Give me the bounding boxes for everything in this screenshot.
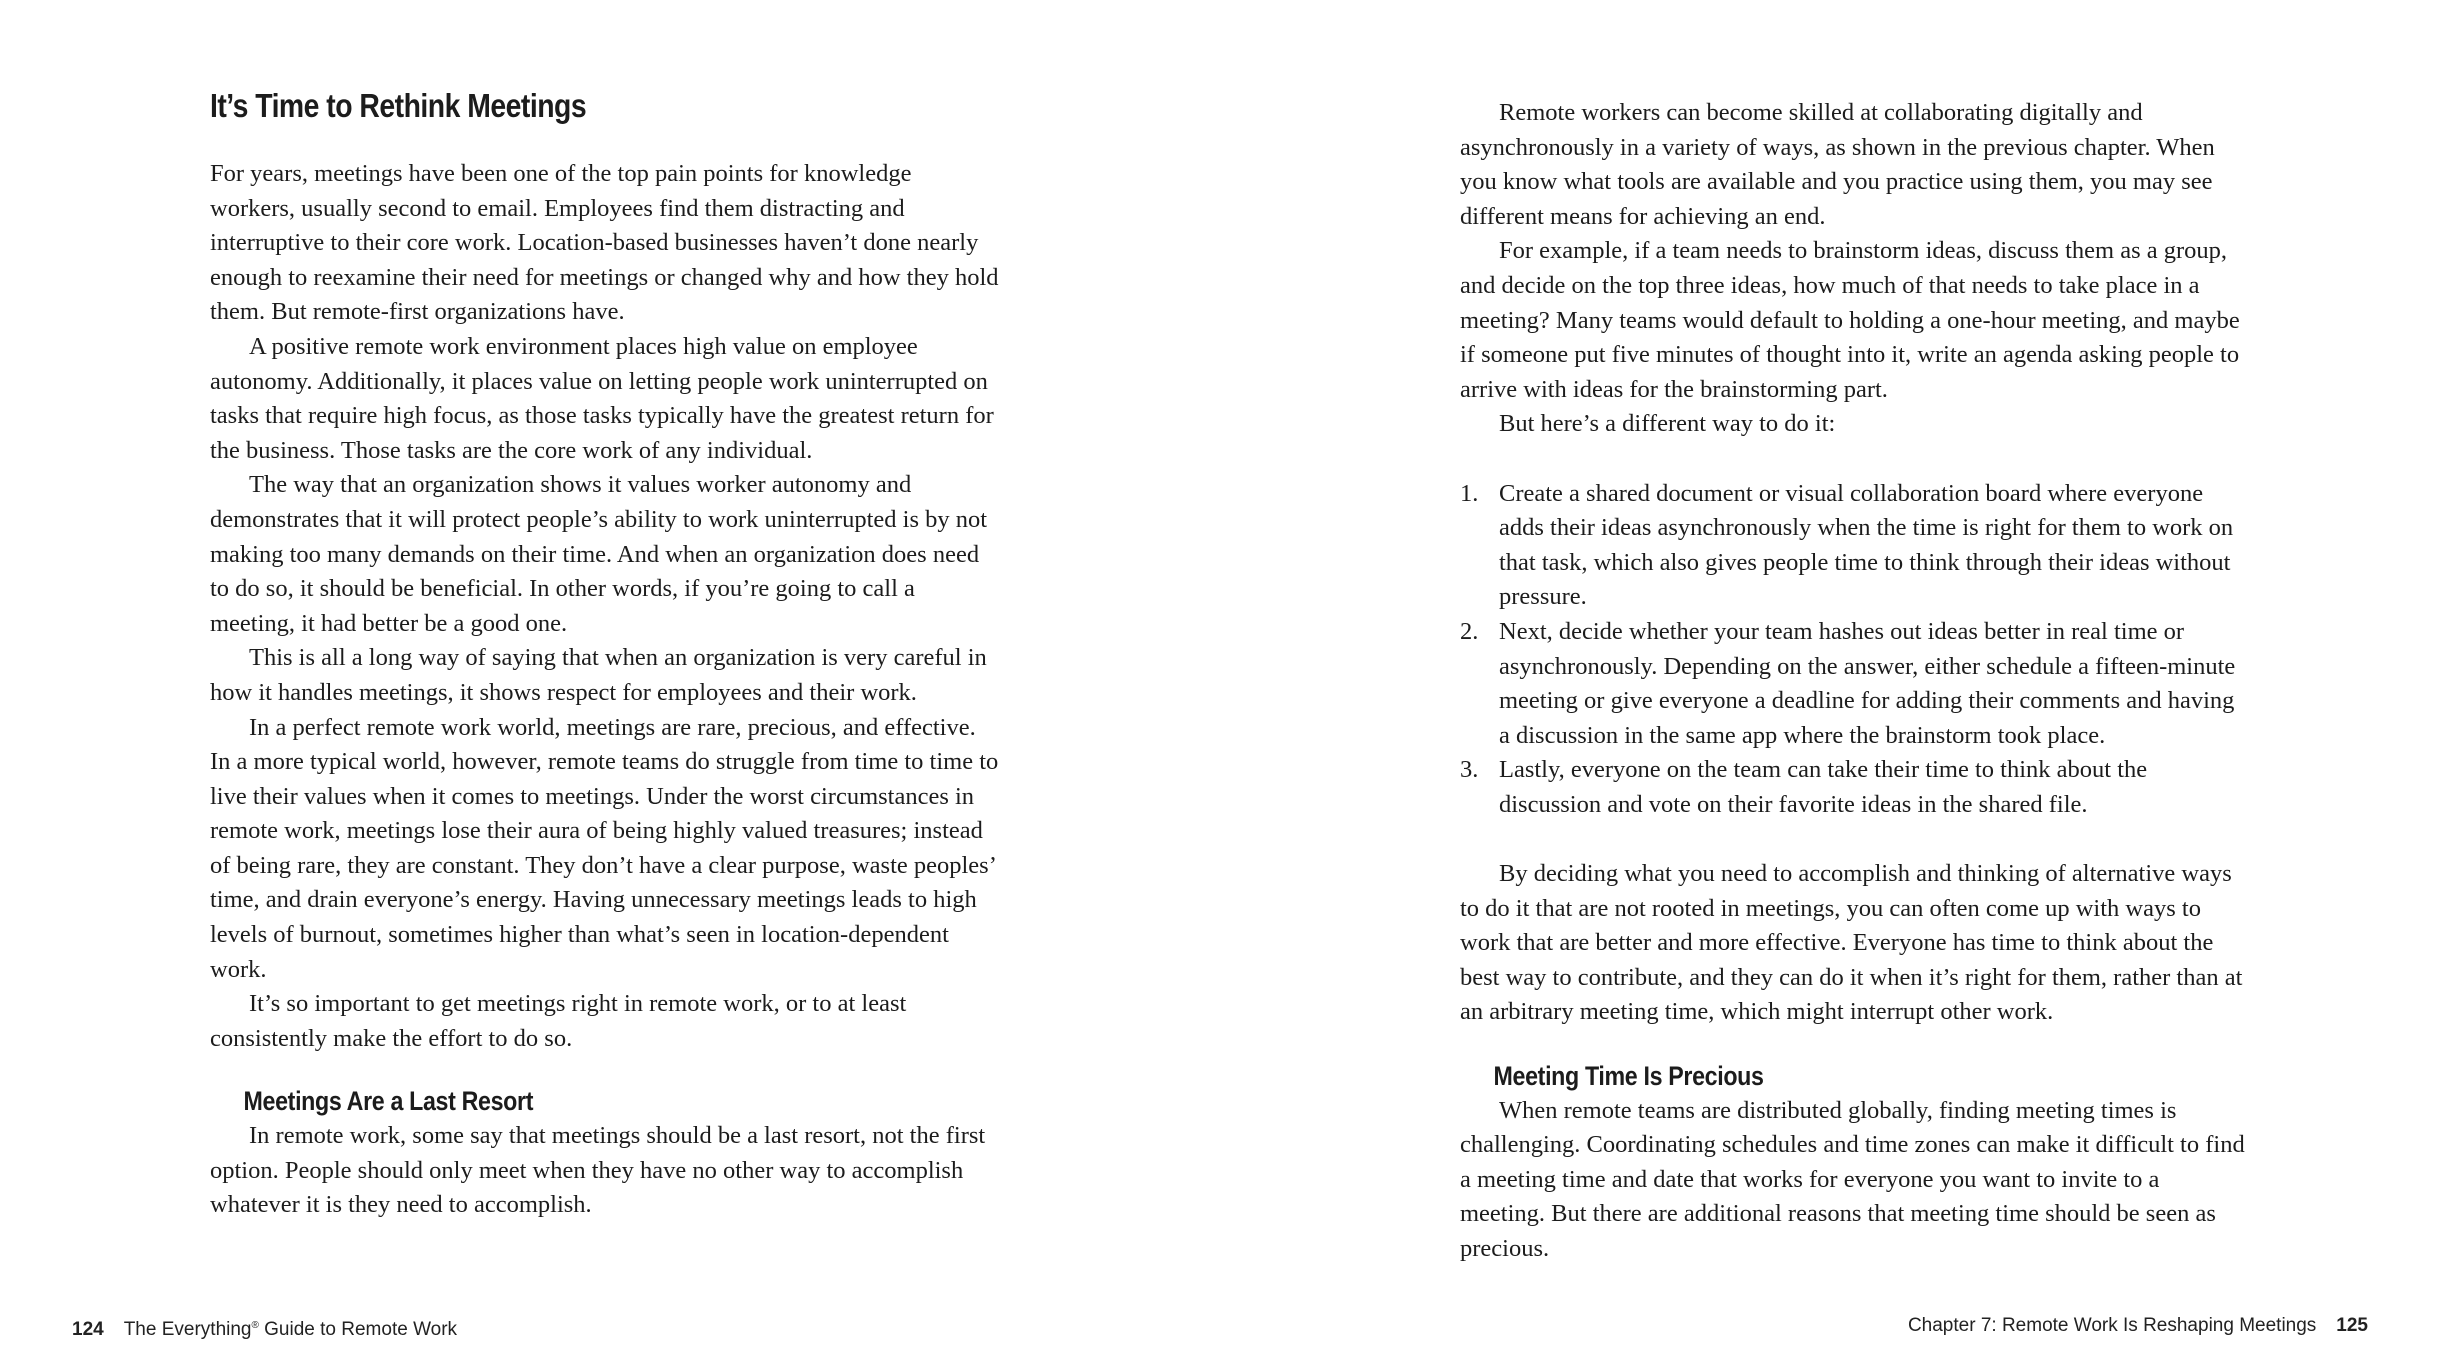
body-paragraph: By deciding what you need to accomplish and thinking of alternative ways to do it that are not rooted in meetings, you can often come up with ways to work that are better and more effective. Everyone has time to think about the best way to contribute, and they can do it when it’s right for them, rather than at an arbitrary meeting time, which might interrupt other work. (1460, 860, 2243, 1026)
right-page (1220, 0, 2440, 1372)
body-paragraph: This is all a long way of saying that when an organization is very careful in how it handles meetings, it shows respect for employees and their work. (210, 644, 987, 706)
list-item (1460, 753, 2250, 822)
book-title: The Everything® Guide to Remote Work (123, 1319, 458, 1340)
registered-mark: ® (251, 1320, 259, 1331)
list-item (1460, 615, 2250, 753)
body-paragraph: A positive remote work environment places high value on employee autonomy. Additionally, it places value on letting people work uninterrupted on tasks that require high focus, as those tasks typically have the greatest return for the business. Those tasks are the core work of any individual. (210, 332, 994, 464)
body-paragraph: For example, if a team needs to brainstorm ideas, discuss them as a group, and decide on the top three ideas, how much of that needs to take place in a meeting? Many teams would default to holding a one-hour meeting, and maybe if someone put five minutes of thought into it, write an agenda asking people to arrive with ideas for the brainstorming part. (1460, 237, 2240, 403)
list-number: 1. (1460, 479, 1479, 507)
page-footer (1908, 1314, 2368, 1338)
body-paragraph: For years, meetings have been one of the top pain points for knowledge workers, usually second to email. Employees find them distracting and interruptive to their core work. Location-based businesses haven’t done nearly enough to reexamine their need for meetings or changed why and how they hold them. But remote-first organizations have. (210, 160, 999, 326)
left-text-column (210, 86, 1000, 1223)
list-item-text: Next, decide whether your team hashes out ideas better in real time or asynchronously. Depending on the answer, either schedule a fifteen-minute meeting or give everyone a deadline for adding their comments and having a discussion in the same app where the brainstorm took place. (1499, 617, 2236, 749)
list-item (1460, 477, 2250, 615)
chapter-title: Chapter 7: Remote Work Is Reshaping Meetings (1907, 1315, 2317, 1336)
page-number: 124 (72, 1319, 104, 1340)
body-paragraph: Remote workers can become skilled at collaborating digitally and asynchronously in a variety of ways, as shown in the previous chapter. When you know what tools are available and you practice using them, you may see different means for achieving an end. (1460, 99, 2215, 230)
page-footer (72, 1314, 457, 1342)
body-paragraph: But here’s a different way to do it: (1499, 410, 1836, 438)
body-paragraph: The way that an organization shows it values worker autonomy and demonstrates that it will protect people’s ability to work uninterrupted is by not making too many demands on their time. And when an organization does need to do so, it should be beneficial. In other words, if you’re going to call a meeting, it had better be a good one. (210, 471, 988, 637)
body-paragraph: It’s so important to get meetings right in remote work, or to at least consistently make the effort to do so. (210, 990, 907, 1052)
section-heading: It’s Time to Rethink Meetings (210, 87, 587, 124)
list-item-text: Create a shared document or visual collaboration board where everyone adds their ideas asynchronously when the time is right for them to work on that task, which also gives people time to think through their ideas without pressure. (1499, 479, 2234, 611)
list-item-text: Lastly, everyone on the team can take their time to think about the discussion and vote on their favorite ideas in the shared file. (1499, 756, 2148, 818)
subheading: Meeting Time Is Precious (1493, 1061, 1764, 1092)
body-paragraph: In remote work, some say that meetings should be a last resort, not the first option. People should only meet when they have no other way to accomplish whatever it is they need to accomplish. (210, 1122, 986, 1219)
page-number: 125 (2336, 1315, 2368, 1336)
body-paragraph: When remote teams are distributed globally, finding meeting times is challenging. Coordinating schedules and time zones can make it difficult to find a meeting time and date that works for everyone you want to invite to a meeting. But there are additional reasons that meeting time should be seen as precious. (1460, 1096, 2245, 1262)
list-number: 2. (1460, 617, 1479, 645)
subheading: Meetings Are a Last Resort (243, 1086, 534, 1117)
list-number: 3. (1460, 756, 1479, 784)
numbered-list (1460, 477, 2250, 823)
body-paragraph: In a perfect remote work world, meetings are rare, precious, and effective. In a more typical world, however, remote teams do struggle from time to time to live their values when it comes to meetings. Under the worst circumstances in remote work, meetings lose their aura of being highly valued treasures; instead of being rare, they are constant. They don’t have a clear purpose, waste peoples’ time, and drain everyone’s energy. Having unnecessary meetings leads to high levels of burnout, sometimes higher than what’s seen in location-dependent work. (210, 713, 999, 983)
right-text-column (1460, 96, 2250, 1267)
